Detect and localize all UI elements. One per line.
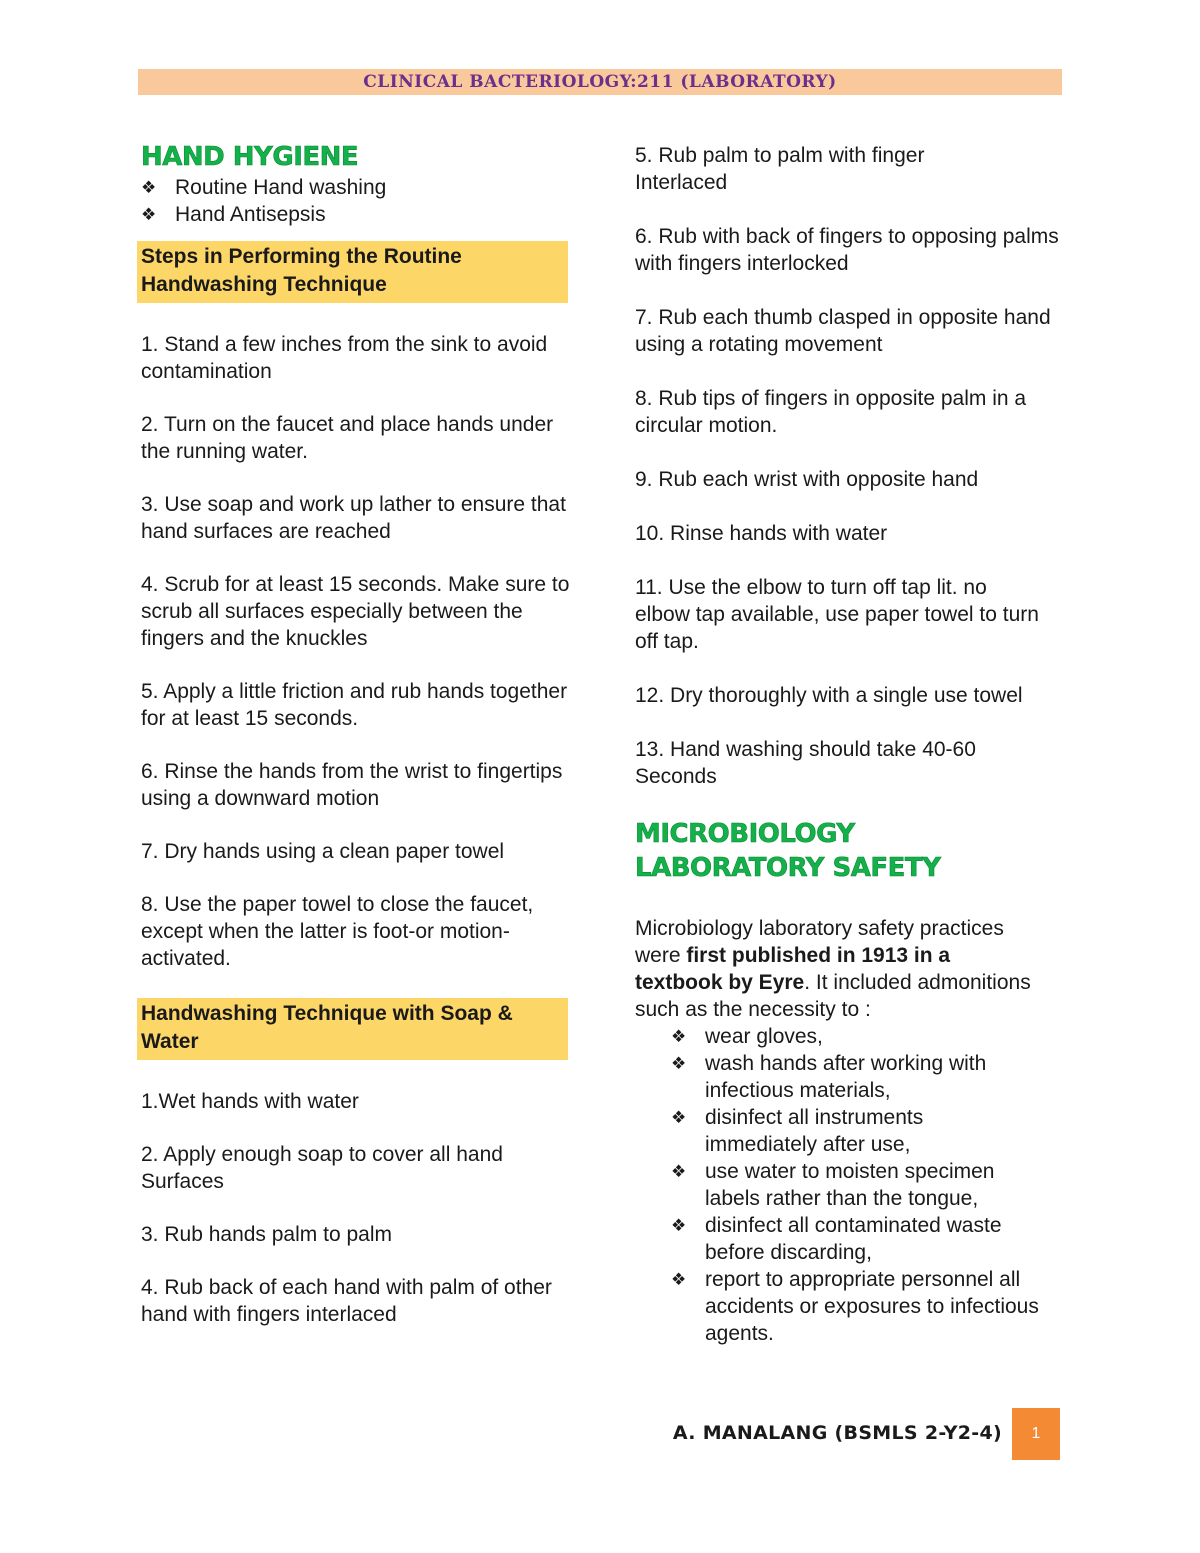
soap-step: 5. Rub palm to palm with finger Interlaced [635,144,925,194]
soap-step: 8. Rub tips of fingers in opposite palm in a circular motion. [635,387,1027,437]
diamond-bullet-icon: ❖ [141,178,157,197]
list-item: ❖ wash hands after working with infectious materials, [671,1052,987,1102]
list-item: ❖ wear gloves, [671,1025,823,1048]
list-item: ❖ Hand Antisepsis [141,203,326,226]
right-column [635,142,1065,1347]
routine-step: 6. Rinse the hands from the wrist to fingertips using a downward motion [141,760,563,810]
soap-step: 13. Hand washing should take 40-60 Seconds [635,738,976,788]
routine-step: 5. Apply a little friction and rub hands together for at least 15 seconds. [141,680,568,730]
document-header [138,69,1062,95]
routine-step: 2. Turn on the faucet and place hands under the running water. [141,413,554,463]
soap-step: 11. Use the elbow to turn off tap lit. no elbow tap available, use paper towel to turn off tap. [635,576,1039,653]
list-item: ❖ disinfect all instruments immediately after use, [671,1106,924,1156]
soap-step: 10. Rinse hands with water [635,522,888,545]
soap-step: 9. Rub each wrist with opposite hand [635,468,979,491]
safety-intro-bold: first published in 1913 in a textbook by Eyre [635,944,951,994]
list-item: ❖ report to appropriate personnel all accidents or exposures to infectious agents. [671,1268,1039,1345]
header-title: CLINICAL BACTERIOLOGY:211 (LABORATORY) [363,72,837,92]
diamond-bullet-icon: ❖ [671,1216,687,1235]
safety-list [671,1023,1065,1347]
soap-step: 7. Rub each thumb clasped in opposite hand using a rotating movement [635,306,1051,356]
soap-water-heading: Handwashing Technique with Soap & Water [137,998,568,1060]
diamond-bullet-icon: ❖ [671,1108,687,1127]
soap-step: 12. Dry thoroughly with a single use towel [635,684,1023,707]
hygiene-types-list [141,174,571,228]
soap-step: 3. Rub hands palm to palm [141,1223,392,1246]
diamond-bullet-icon: ❖ [671,1027,687,1046]
diamond-bullet-icon: ❖ [141,205,157,224]
safety-title-line1: MICROBIOLOGY [635,819,855,849]
routine-heading: Steps in Performing the Routine Handwashing Technique [137,241,568,303]
routine-step: 4. Scrub for at least 15 seconds. Make sure to scrub all surfaces especially between the fingers and the knuckles [141,573,570,650]
list-item: ❖ use water to moisten specimen labels rather than the tongue, [671,1160,995,1210]
safety-title [635,817,1065,885]
list-item: ❖ disinfect all contaminated waste before discarding, [671,1214,1002,1264]
soap-step: 6. Rub with back of fingers to opposing palms with fingers interlocked [635,225,1059,275]
left-column [141,140,571,1328]
hand-hygiene-title: HAND HYGIENE [141,142,359,172]
diamond-bullet-icon: ❖ [671,1270,687,1289]
diamond-bullet-icon: ❖ [671,1162,687,1181]
safety-title-line2: LABORATORY SAFETY [635,853,941,883]
safety-intro: Microbiology laboratory safety practices were first published in 1913 in a textbook by Eyre. It included admonitions such as the necessity to : [635,917,1031,1021]
soap-step: 4. Rub back of each hand with palm of other hand with fingers interlaced [141,1276,552,1326]
list-item: ❖ Routine Hand washing [141,176,387,199]
soap-step: 2. Apply enough soap to cover all hand Surfaces [141,1143,503,1193]
routine-step: 8. Use the paper towel to close the faucet, except when the latter is foot-or motion-activated. [141,893,534,970]
routine-step: 3. Use soap and work up lather to ensure that hand surfaces are reached [141,493,566,543]
page-number: 1 [1012,1408,1060,1460]
soap-step: 1.Wet hands with water [141,1090,359,1113]
routine-step: 1. Stand a few inches from the sink to avoid contamination [141,333,548,383]
diamond-bullet-icon: ❖ [671,1054,687,1073]
routine-step: 7. Dry hands using a clean paper towel [141,840,505,863]
footer-author: A. MANALANG (BSMLS 2-Y2-4) [672,1422,1002,1444]
